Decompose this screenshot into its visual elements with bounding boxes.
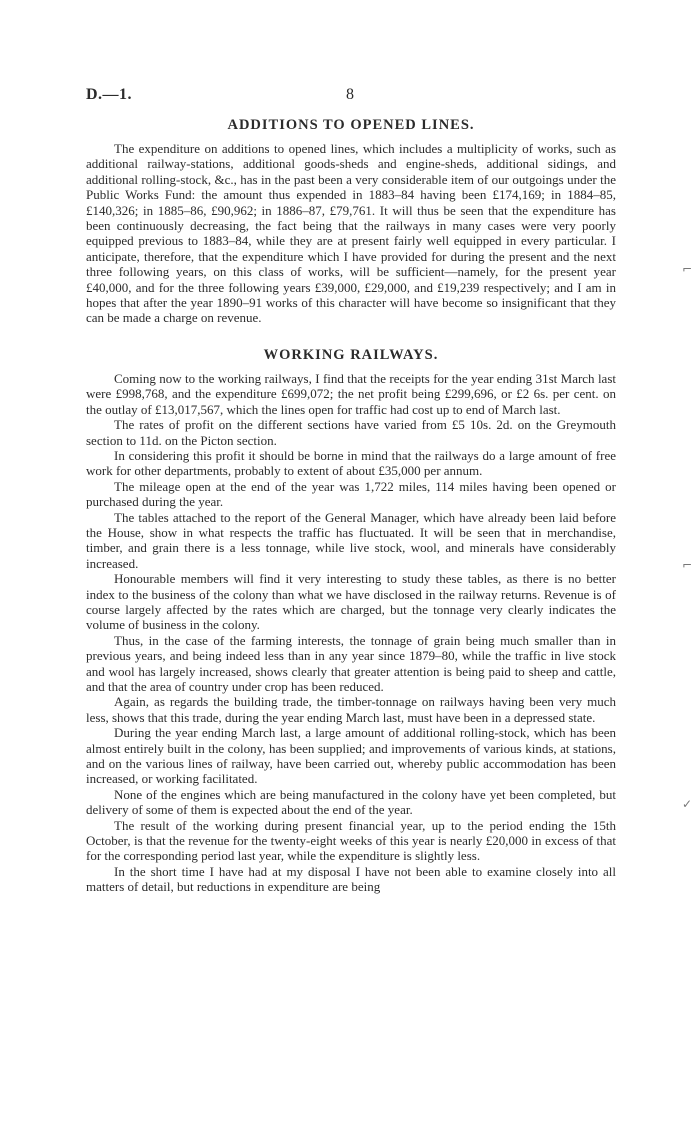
paragraph: In considering this profit it should be borne in mind that the railways do a large amount of free work for other departments, probably to extent of about £35,000 per annum. [86,447,616,479]
margin-tick-mark: ⌐ [681,262,692,276]
page-body [86,116,616,895]
paragraph: The rates of profit on the different sections have varied from £5 10s. 2d. on the Greymouth section to 11d. on the Picton section. [86,417,616,448]
page-number: 8 [346,86,354,103]
page-header [86,86,614,108]
margin-tick-mark: ✓ [681,797,692,811]
margin-tick-mark: ⌐ [681,558,692,572]
paragraph: The result of the working during present financial year, up to the period ending the 15th October, is that the revenue for the twenty-eight weeks of this year is nearly £20,000 in excess of that for the corresponding period last year, while the expenditure is slightly less. [86,817,616,864]
paragraph: None of the engines which are being manufactured in the colony have yet been completed, but delivery of some of them is expected about the end of the year. [86,786,616,818]
paragraph: The tables attached to the report of the General Manager, which have already been laid before the House, show in what respects the traffic has fluctuated. It will be seen that in merchandise, timber, and grain there is a less tonnage, while live stock, wool, and minerals have considerably increased. [86,509,616,571]
section-additions [86,116,616,326]
paragraph: The expenditure on additions to opened lines, which includes a multiplicity of works, such as additional railway-stations, additional goods-sheds and engine-sheds, additional sidings, and additional rolling-stock, &c., has in the past been a very considerable item of our outgoings under the Public Works Fund: the amount thus expended in 1883–84 having been £174,169; in 1884–85, £140,326; in 1885–86, £90,962; in 1886–87, £79,761. It will thus be seen that the expenditure has been continuously decreasing, the fact being that the railways in many cases were very poorly equipped previous to 1883–84, while they are at present fairly well equipped in every particular. I anticipate, therefore, that the expenditure which I have provided for during the present and the next three following years, on this class of works, will be sufficient—namely, for the present year £40,000, and for the three following years £39,000, £29,000, and £19,239 respectively; and I am in hopes that after the year 1890–91 works of this character will have become so insignificant that they can be made a charge on revenue. [86,141,616,326]
paragraph: Honourable members will find it very interesting to study these tables, as there is no better index to the business of the colony than what we have disclosed in the railway returns. Revenue is of course largely affected by the rates which are charged, but the tonnage very clearly indicates the volume of business in the colony. [86,571,616,633]
paragraph: In the short time I have had at my disposal I have not been able to examine closely into all matters of detail, but reductions in expenditure are being [86,863,616,895]
section-working [86,346,616,895]
section-heading-additions: ADDITIONS TO OPENED LINES. [227,117,475,133]
document-reference: D.—1. [86,86,133,103]
paragraph: Coming now to the working railways, I find that the receipts for the year ending 31st March last were £998,768, and the expenditure £699,072; the net profit being £299,696, or £2 6s. per cent. on the outlay of £13,017,567, which the lines open for traffic had cost up to end of March last. [86,370,616,417]
paragraph: During the year ending March last, a large amount of additional rolling-stock, which has been almost entirely built in the colony, has been supplied; and improvements of various kinds, at stations, and on the various lines of railway, have been carried out, whereby public accommodation has been increased, or working facilitated. [86,725,616,787]
section-heading-working: WORKING RAILWAYS. [263,346,439,363]
paragraph: Thus, in the case of the farming interests, the tonnage of grain being much smaller than in previous years, and being indeed less than in any year since 1879–80, while the traffic in live stock and wool has largely increased, shows clearly that greater attention is being paid to sheep and cattle, and that the area of country under crop has been reduced. [86,632,616,694]
paragraph: The mileage open at the end of the year was 1,722 miles, 114 miles having been opened or purchased during the year. [86,478,616,510]
paragraph: Again, as regards the building trade, the timber-tonnage on railways having been very much less, shows that this trade, during the year ending March last, must have been in a depressed state. [86,694,616,725]
